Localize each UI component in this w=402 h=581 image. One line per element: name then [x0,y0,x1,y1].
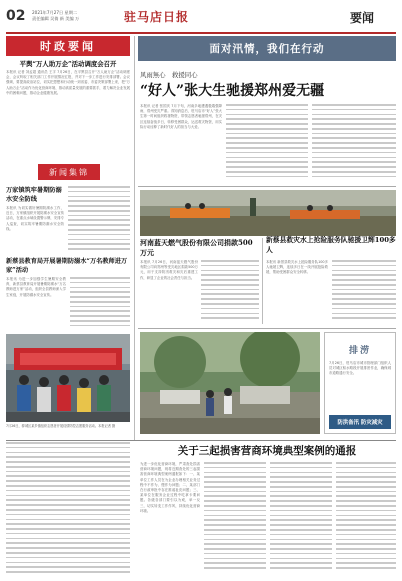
column-title-bar [6,36,130,56]
rule [6,440,396,441]
masthead [6,7,396,29]
feature-body: 本报讯 记者 张国庆 7月下旬，河南多地遭遇极端强降雨，郑州受灾严重。得知消息后，驻马店市“好人”张大生第一时间组织救援物资，带领志愿者驰援郑州，在灾区连续奋战多日，转移受困群众，运送救灾物资，用实际行动诠释了新时代好人的担当与大爱。 [140,104,222,129]
drainage-photo [140,332,320,434]
bottom-body: 为进一步优化营商环境，严肃查处损害营商环境问题，现将近期查处的三起损害营商环境典型案例通报如下：一、某单位工作人员在为企业办理相关业务过程中不作为、慢作为问题；二、某部门在行政审批中存在推诿扯皮问题；三、某单位在服务企业过程中吃拿卡要问题。各级各部门要引以为戒，举一反三，切实转变工作作风，持续优化营商环境。 [140,462,200,513]
left-bottom-text [6,442,130,576]
story-body: 本报讯 记者 刘孟超 通讯员 王宇 7月26日，在平舆县召开“万人助万企”活动调度会，会议听取了相关部门工作开展情况汇报，并对下一步工作进行安排部署。会议强调，要提高政治站位，切实把思想和行动统一到省委、市委决策部署上来，把“万人助万企”活动作为优化营商环境、推动高质量发展的重要抓手，着力解决企业发展中的困难问题，推动企业健康发展。 [6,70,130,95]
story-headline: 万家镇筑牢暑期防溺水安全防线 [6,187,62,203]
box-headline: 排涝 [348,346,371,356]
photo-caption: 7月26日，驿城区某乡镇组织志愿者开展疫情防控志愿服务活动。本报记者 摄 [6,424,116,428]
page-number: 02 [6,8,26,24]
column-divider [134,36,135,440]
column-divider [262,238,263,324]
story-body: 本报讯 为进一步加强学生暑期安全教育，新蔡县教育局开展暑期防溺水“万名教师进万家”活动，组织全县教师深入学生家庭，开展防溺水安全宣传。 [6,277,66,297]
bottom-body-continued [336,462,396,576]
rescue-photo [140,190,396,236]
date-line: 2021年7月27日 星期二 [32,10,78,15]
feature-body-continued [312,104,396,182]
banner [138,36,396,61]
section-name: 要闻 [350,11,375,25]
story-body-continued [68,186,130,254]
story-headline: 平舆“万人助万企”活动调度会召开 [19,60,117,68]
paper-name: 驻马店日报 [124,10,190,24]
story-body: 本报讯 7月26日，河南蓝天燃气股份有限公司向郑州等受灾地区捐款500万元，用于支持防汛救灾和灾后重建工作，彰显了企业的社会责任与担当。 [140,260,198,280]
story-headline: 新蔡县教育局开展暑期防溺水“万名教师进万家”活动 [6,258,128,274]
box-caption-bar [329,415,391,429]
bottom-body-continued [204,462,266,576]
feature-kicker: 风雨無心 救援同心 [140,71,198,79]
story-body: 本报讯 为切实做好暑期防溺水工作，近日，万家镇组织开展防溺水安全宣传活动，在重点水域设置警示牌，安排专人巡查，切实筑牢暑期防溺水安全防线。 [6,206,64,231]
story-body-continued [332,260,396,324]
rule [138,186,396,187]
story-body-continued [70,277,130,331]
column-title: 时政要闻 [40,40,96,53]
story-headline: 新蔡县救灾水上抢险服务队驰援卫辉100多人 [266,236,396,254]
digest-title: 新闻集锦 [49,167,89,177]
story-body: 本报讯 新蔡县救灾水上抢险服务队100多人驰援卫辉，连续多日在一线开展抢险救援，帮助受困群众安全转移。 [266,260,328,275]
sidebar-box [324,332,396,434]
header-rule [6,32,396,34]
bottom-headline: 关于三起损害营商环境典型案例的通报 [177,445,357,457]
story-headline: 河南蓝天燃气股份有限公司捐款500万元 [140,238,253,257]
banner-title: 面对汛情，我们在行动 [209,43,325,55]
story-body-continued [201,260,259,324]
box-body: 7月26日，驻马店市城市管理部门组织人员对城区积水路段开展排涝作业，确保城市道路通行安全。 [329,361,391,376]
feature-headline: “好人”张大生驰援郑州爱无疆 [140,83,325,99]
volunteer-photo [6,334,130,422]
editor-line: 责任编辑 吴倩 新 美编 万 [32,16,80,21]
box-caption: 防洪备汛 防灾减灾 [337,420,383,426]
digest-title-bar [38,164,100,180]
bottom-body-continued [270,462,332,576]
rule [138,328,396,329]
feature-body-continued [226,104,308,182]
